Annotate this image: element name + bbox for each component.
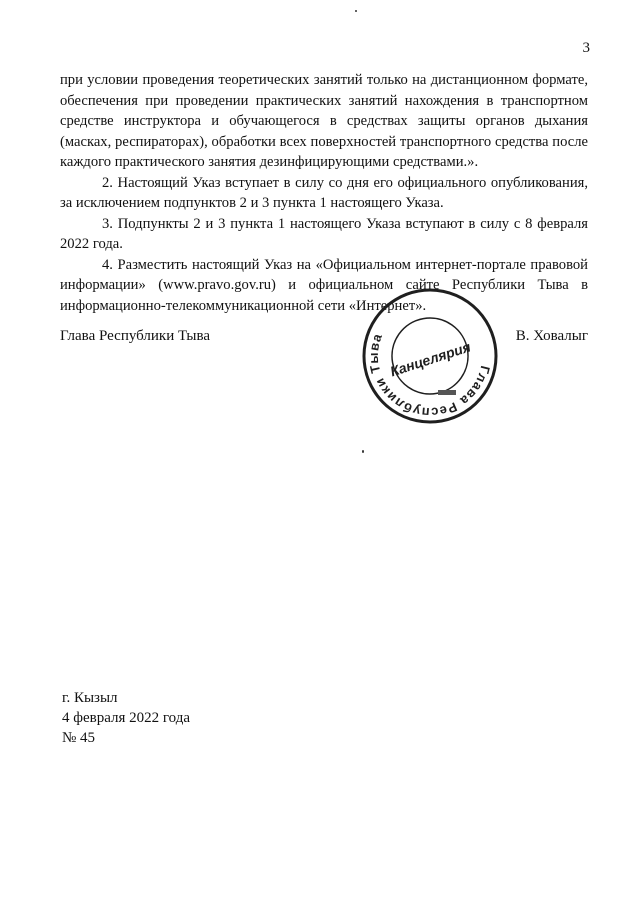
stamp-inner-text: Канцелярия bbox=[388, 338, 473, 380]
paragraph-continuation: при условии проведения теоретических занятий только на дистанционном формате, обеспечения при проведении практических занятий нахождения в транспортном средстве инструктора и обучающегося в средствах защиты органов дыхания (масках, респираторах), обработки всех поверхностей транспортного средства после каждого практического занятия дезинфицирующими средствами.». bbox=[60, 72, 588, 170]
paragraph-item-4: 4. Разместить настоящий Указ на «Официальном интернет-портале правовой информации» (www.pravo.gov.ru) и официальном сайте Республики Тыва в информационно-телекоммуникационной сети «Интернет». bbox=[60, 256, 588, 314]
footer-city: г. Кызыл bbox=[62, 690, 118, 706]
scan-speck bbox=[362, 450, 364, 453]
signatory-title: Глава Республики Тыва bbox=[60, 328, 211, 344]
footer-date: 4 февраля 2022 года bbox=[62, 710, 191, 726]
stamp-outer-text: Глава Республики Тыва bbox=[365, 330, 493, 421]
document-body bbox=[60, 70, 588, 316]
scan-speck bbox=[355, 10, 357, 12]
footer-number: № 45 bbox=[62, 730, 96, 746]
page-number: 3 bbox=[582, 40, 590, 56]
official-stamp bbox=[360, 286, 500, 426]
paragraph-item-3: 3. Подпункты 2 и 3 пункта 1 настоящего Указа вступают в силу с 8 февраля 2022 года. bbox=[60, 215, 588, 252]
stamp-smudge bbox=[438, 390, 456, 395]
svg-text:Глава Республики Тыва bbox=[360, 331, 496, 426]
paragraph-item-2: 2. Настоящий Указ вступает в силу со дня его официального опубликования, за исключением подпунктов 2 и 3 пункта 1 настоящего Указа. bbox=[60, 174, 588, 211]
signatory-name: В. Ховалыг bbox=[515, 328, 588, 344]
document-footer bbox=[62, 688, 190, 748]
